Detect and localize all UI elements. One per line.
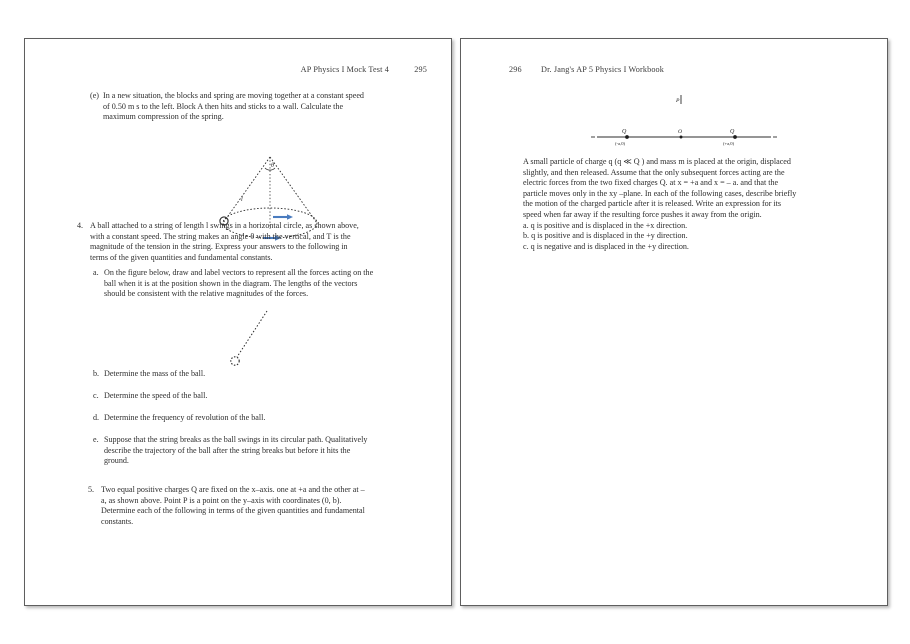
part-b-label: b. (93, 369, 100, 378)
string-length-label: l (241, 196, 243, 203)
part-e-label: (e) (90, 91, 99, 100)
question-5-line-3: Determine each of the following in terms of the given quantities and fundamental (101, 506, 365, 516)
right-problem-statement (523, 157, 855, 252)
question-5-line-4: constants. (101, 516, 134, 526)
right-charge-position-label: (+a,0) (723, 141, 735, 146)
right-charge-dot (733, 135, 737, 139)
page-number-right: 296 (509, 65, 522, 74)
ball-dashed-circle (231, 357, 239, 365)
page-number-left: 295 (414, 65, 427, 74)
part-a-line-2: ball when it is at the position shown in the diagram. The lengths of the vectors (104, 278, 358, 288)
problem-line-5: the motion of the charged particle after it is released. Write an expression for its (523, 199, 782, 209)
part-e-line-2: of 0.50 m s to the left. Block A then hits and sticks to a wall. Calculate the (103, 101, 344, 111)
left-charge-label: Q (622, 129, 627, 135)
question-4-line-1: A ball attached to a string of length l swings in a horizontal circle, as shown above, (90, 221, 359, 230)
angle-theta-label: θ (271, 162, 275, 169)
problem-line-3: electric forces from the two fixed charges Q. at x = +a and x = – a. and that the (523, 178, 779, 188)
problem-line-2: slightly, and then released. Assume that the only subsequent forces acting are the (523, 167, 785, 177)
left-charge-dot (625, 135, 629, 139)
part-e-line-3: maximum compression of the spring. (103, 112, 224, 122)
cone-left-edge (223, 157, 270, 223)
string-dashed-line (237, 311, 267, 357)
question-5-line-1: Two equal positive charges Q are fixed on the x–axis. one at +a and the other at – (101, 485, 365, 494)
part-c-line-1: Determine the speed of the ball. (104, 391, 208, 400)
ball-on-string-blank-figure (211, 307, 291, 377)
origin-dot (680, 136, 683, 139)
question-5-number: 5. (88, 485, 95, 494)
problem-line-6: speed when far away if the resulting force pushes it away from the origin. (523, 209, 762, 219)
question-4-line-2: with a constant speed. The string makes an angle θ with the vertical, and T is the (90, 231, 351, 241)
cone-right-edge (270, 157, 317, 223)
problem-item-b: b. q is positive and is displaced in the +y direction. (523, 231, 688, 241)
part-a-line-1: On the figure below, draw and label vectors to represent all the forces acting on the (104, 268, 374, 277)
question-4-part-e (93, 435, 425, 467)
question-5-line-2: a, as shown above. Point P is a point on the y–axis with coordinates (0, b). (101, 495, 342, 505)
part-c-label: c. (93, 391, 99, 400)
left-charge-position-label: (-a,0) (615, 141, 626, 146)
question-4-line-3: magnitude of the tension in the string. Express your answers to the following in (90, 242, 348, 252)
question-5 (88, 485, 424, 527)
part-d-label: d. (93, 413, 100, 422)
question-4-part-b (93, 369, 423, 380)
part-b-line-1: Determine the mass of the ball. (104, 369, 206, 378)
page-left (24, 38, 452, 606)
question-4-line-4: terms of the given quantities and fundamental constants. (90, 252, 273, 262)
part-e2-line-1: Suppose that the string breaks as the ball swings in its circular path. Qualitatively (104, 435, 368, 444)
origin-label: O (678, 129, 683, 135)
running-head-title-left: AP Physics I Mock Test 4 (300, 65, 389, 74)
point-p-label: P (676, 98, 680, 104)
part-e2-label: e. (93, 435, 99, 444)
question-4-part-d (93, 413, 423, 424)
two-point-charges-axis-diagram (589, 91, 779, 153)
paragraph-part-e (90, 91, 420, 123)
part-e-line-1: In a new situation, the blocks and spring are moving together at a constant speed (103, 91, 364, 100)
right-charge-label: Q (730, 129, 735, 135)
part-a-label: a. (93, 268, 99, 277)
page-right (460, 38, 888, 606)
question-4-part-a (93, 268, 423, 300)
radius-arrow-head (287, 214, 293, 220)
running-head-title-right: Dr. Jang's AP 5 Physics I Workbook (541, 65, 665, 74)
part-d-line-1: Determine the frequency of revolution of the ball. (104, 413, 266, 422)
part-e2-line-2: describe the trajectory of the ball after the string breaks but before it hits the (104, 445, 351, 455)
problem-line-1: A small particle of charge q (q ≪ Q ) and mass m is placed at the origin, displaced (523, 157, 791, 166)
problem-item-c: c. q is negative and is displaced in the +y direction. (523, 241, 689, 251)
problem-item-a: a. q is positive and is displaced in the +x direction. (523, 220, 688, 230)
problem-line-4: particle moves only in the xy –plane. In each of the following cases, describe briefly (523, 188, 797, 198)
question-4-part-c (93, 391, 423, 402)
question-4 (77, 221, 422, 263)
part-e2-line-3: ground. (104, 456, 129, 466)
part-a-line-3: should be consistent with the relative magnitudes of the forces. (104, 289, 309, 299)
question-4-number: 4. (77, 221, 84, 230)
